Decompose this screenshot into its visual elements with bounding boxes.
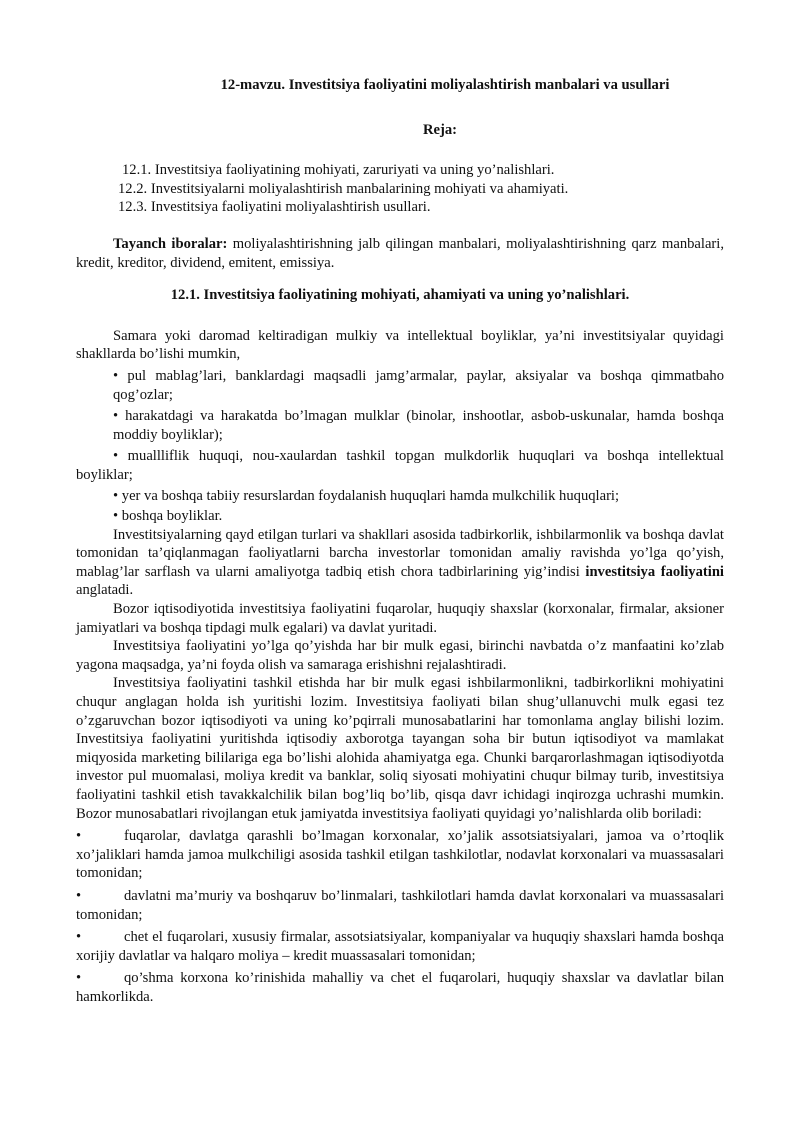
plan-list: [76, 161, 724, 217]
keywords-paragraph: [76, 235, 724, 272]
plan-item: 12.3. Investitsiya faoliyatini moliyalashtirish usullari.: [118, 199, 431, 216]
paragraph: Investitsiya faoliyatini tashkil etishda har bir mulk egasi ishbilarmonlikni, tadbirkorlikni mohiyatini chuqur anglagan holda ish yuritishi lozim. Investitsiya faoliyati bilan shug’ullanuvchi mulk egasi tez o’zgaruvchan bozor iqtisodiyoti va uning ko’pqirrali munosabatlarini har tomonlama anglay bilishi lozim. Investitsiya faoliyatini yuritishda iqtisodiy axborotga tayangan soha bir butun iqtisodiyot va mamlakat miqyosida marketing bililariga ega bo’lishi alohida ahamiyatga ega. Chunki barqarorlashmagan iqtisodiyotda investor pul muomalasi, moliya kredit va banklar, soliq siyosati mohiyatini chuqur bilmay turib, investitsiya faoliyatini tashkil etish tavakkalchilik bilan bog’liq bo’lib, qisqa davr ichidagi inqirozga uchrashi mumkin. Bozor munosabatlari rivojlangan etuk jamiyatda investitsiya faoliyati quyidagi yo’nalishlarda olib boriladi:: [76, 675, 724, 822]
bullet-icon: •: [76, 970, 82, 987]
bullet-icon: •: [113, 448, 119, 465]
list-item-text: davlatni ma’muriy va boshqaruv bo’linmalari, tashkilotlari hamda davlat korxonalari va muassasalari tomonidan;: [76, 887, 724, 923]
list-item-text: qo’shma korxona ko’rinishida mahalliy va chet el fuqarolari, huquqiy shaxslar va davlatlar bilan hamkorlikda.: [76, 970, 724, 1005]
bullet-icon: •: [113, 367, 119, 384]
intro-paragraph: Samara yoki daromad keltiradigan mulkiy va intellektual boyliklar, ya’ni investitsiyalar quyidagi shakllarda bo’lishi mumkin,: [76, 327, 724, 363]
list-item: [76, 887, 724, 924]
bullet-icon: •: [76, 887, 82, 904]
keywords-text: moliyalashtirishning jalb qilingan manbalari, moliyalashtirishning qarz manbalari, kredit, kreditor, dividend, emitent, emissiya.: [76, 235, 724, 271]
bullet-icon: •: [113, 508, 119, 525]
list-item-text: chet el fuqarolari, xususiy firmalar, assotsiatsiyalar, kompaniyalar va huquqiy shaxslari hamda boshqa xorijiy davlatlar va halqaro moliya – kredit muassasalari tomonidan;: [76, 929, 724, 964]
paragraph: Investitsiya faoliyatini yo’lga qo’yishda har bir mulk egasi, birinchi navbatda o’z manfaatini ko’zlab yagona maqsadga, ya’ni foyda olish va samaraga erishishni rejalashtiradi.: [76, 638, 724, 673]
list-item: [76, 969, 724, 1006]
list-item-text: harakatdagi va harakatda bo’lmagan mulklar (binolar, inshootlar, asbob-uskunalar, hamda boshqa moddiy boyliklar);: [113, 408, 724, 443]
document-title: 12-mavzu. Investitsiya faoliyatini moliyalashtirish manbalari va usullari: [220, 77, 670, 93]
bullet-icon: •: [113, 487, 119, 504]
list-item: [76, 827, 724, 883]
list-item: [76, 507, 724, 526]
list-item: [76, 447, 724, 484]
document-page: [76, 68, 724, 1007]
paragraph: Bozor iqtisodiyotida investitsiya faoliyatini fuqarolar, huquqiy shaxslar (korxonalar, firmalar, aksioner jamiyatlari va boshqa tipdagi mulk egalari) va davlat yuritadi.: [76, 601, 724, 636]
list-item: [76, 487, 724, 506]
bullet-icon: •: [76, 828, 82, 845]
list-item-text: muallliflik huquqi, nou-xaulardan tashkil topgan mulkdorlik huquqlari va boshqa intellektual boyliklar;: [76, 448, 724, 483]
list-item: [76, 367, 724, 404]
paragraph: [76, 526, 724, 600]
list-item-text: boshqa boyliklar.: [121, 508, 223, 525]
plan-item: 12.2. Investitsiyalarni moliyalashtirish manbalarining mohiyati va ahamiyati.: [118, 180, 569, 197]
paragraph-text: Investitsiyalarning qayd etilgan turlari va shakllari asosida tadbirkorlik, ishbilarmonlik va boshqa davlat tomonidan ta’qiqlanmagan faoliyatlarni barcha investorlar tomonidan amaliy ravishda yo’lga qo’yish, mablag’lar sarflash va ularni amaliyotga tadbiq etish chora tadbirlarining yig’indisi: [76, 526, 724, 580]
section-heading: 12.1. Investitsiya faoliyatining mohiyati, ahamiyati va uning yo’nalishlari.: [170, 287, 630, 304]
plan-heading: Reja:: [422, 121, 458, 138]
list-item: [76, 928, 724, 965]
list-item-text: pul mablag’lari, banklardagi maqsadli jamg’armalar, paylar, aksiyalar va boshqa qimmatbaho qog’ozlar;: [113, 367, 724, 403]
list-item: [76, 407, 724, 444]
paragraph-text: anglatadi.: [76, 582, 134, 599]
list-item-text: yer va boshqa tabiiy resurslardan foydalanish huquqlari hamda mulkchilik huquqlari;: [121, 487, 620, 504]
list-item-text: fuqarolar, davlatga qarashli bo’lmagan korxonalar, xo’jalik assotsiatsiyalari, jamoa va o’rtoqlik xo’jaliklari hamda jamoa mulkchiligi asosida tashkil etilgan tashkilotlar, nodavlat korxonalari va muassasalari tomonidan;: [76, 828, 724, 882]
plan-item: 12.1. Investitsiya faoliyatining mohiyati, zaruriyati va uning yo’nalishlari.: [122, 162, 555, 179]
bullet-icon: •: [76, 929, 82, 946]
bullet-icon: •: [113, 408, 119, 425]
bold-term: investitsiya faoliyatini: [585, 563, 724, 580]
keywords-label: Tayanch iboralar:: [113, 235, 228, 252]
